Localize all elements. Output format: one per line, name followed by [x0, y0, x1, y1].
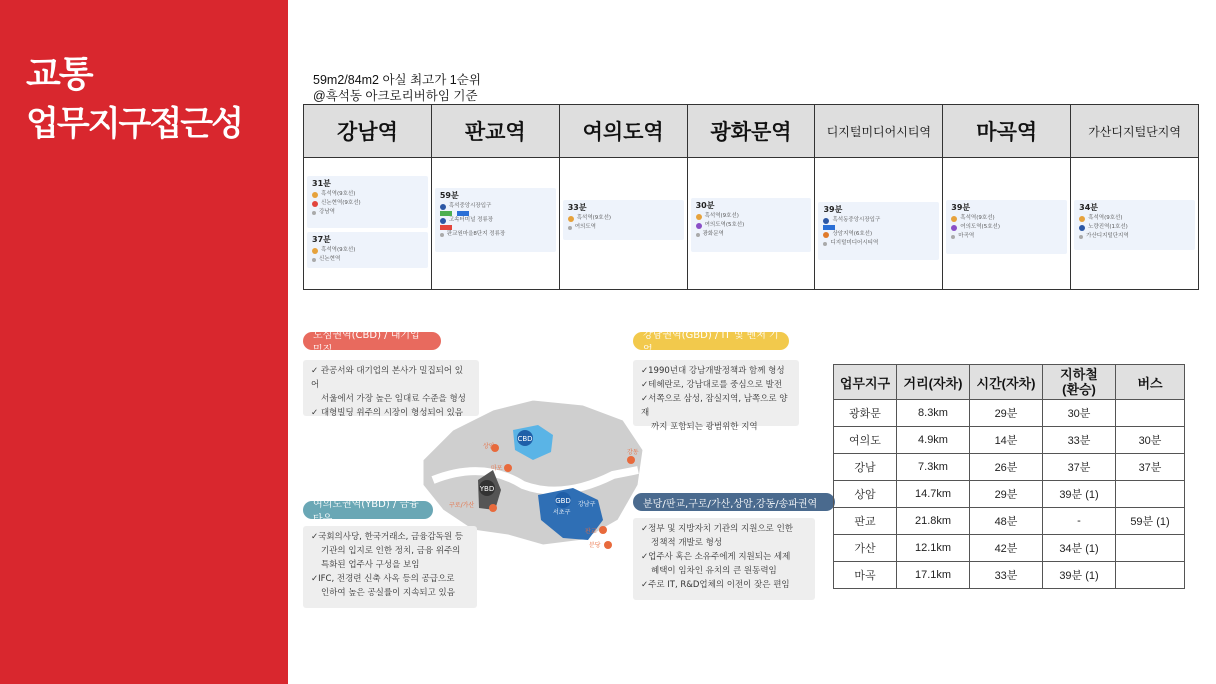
- distance-table: [833, 364, 1185, 589]
- station-column: [815, 105, 943, 289]
- route-stop: 신논현역(9호선): [321, 200, 361, 206]
- route-stop: 노량진역(1호선): [1088, 224, 1128, 230]
- table-cell: 판교: [834, 508, 897, 535]
- bullet-text: 혜택이 임차인 유치의 큰 원동력임: [651, 566, 777, 576]
- station-column: [688, 105, 816, 289]
- route-card: [435, 188, 556, 252]
- sidebar: [0, 0, 288, 684]
- destination-icon: [951, 235, 955, 239]
- ybd-marker: YBD: [479, 485, 495, 493]
- route-stop: 여의도역: [574, 224, 596, 230]
- pangyo-marker: 판교: [585, 528, 597, 535]
- bullet-text: ✓테헤란로, 강남대로를 중심으로 발전: [641, 380, 783, 390]
- table-row: [834, 400, 1185, 427]
- table-cell: 21.8km: [897, 508, 970, 535]
- bundang-marker: 분당: [589, 542, 601, 549]
- line-9-icon: [312, 192, 318, 198]
- station-header: 디지털미디어시티역: [815, 105, 942, 158]
- gbd-marker: GBD: [555, 497, 571, 505]
- cbd-label: 도심권역(CBD) / 대기업 밀집: [303, 332, 441, 350]
- route-stop: 흑석역(9호선): [321, 247, 356, 253]
- bullet-text: 정책적 개발로 형성: [651, 538, 723, 548]
- route-card: [691, 198, 812, 252]
- table-cell: 37분: [1043, 454, 1116, 481]
- route-screenshot: [1071, 158, 1198, 289]
- route-time: 33분: [567, 203, 587, 212]
- gangdong-marker: 강동: [627, 449, 639, 456]
- table-cell: 17.1km: [897, 562, 970, 589]
- bus-icon: [823, 218, 829, 224]
- bullet-text: ✓ 대형빌딩 위주의 시장이 형성되어 있음: [311, 408, 464, 418]
- route-stop: 여의도역(5호선): [960, 224, 1000, 230]
- line-1-icon: [1079, 225, 1085, 231]
- table-cell: 마곡: [834, 562, 897, 589]
- column-header: 거리(자차): [897, 365, 970, 400]
- route-card: [307, 232, 428, 268]
- table-cell: 14.7km: [897, 481, 970, 508]
- route-time: 31분: [312, 179, 331, 188]
- route-time: 59분: [439, 191, 459, 200]
- other-region-description: [633, 518, 815, 600]
- note-line-2: @흑석동 아크로리버하임 기준: [313, 89, 478, 103]
- bus-icon: [440, 204, 446, 210]
- bullet-text: ✓정부 및 지방자치 기관의 지원으로 인한: [641, 524, 794, 534]
- table-cell: [1116, 562, 1185, 589]
- route-screenshot: [688, 158, 815, 289]
- gbd-label: 강남권역(GBD) / IT 및 벤처 기업: [633, 332, 789, 350]
- column-header: 업무지구: [834, 365, 897, 400]
- table-cell: 42분: [970, 535, 1043, 562]
- table-cell: 39분 (1): [1043, 562, 1116, 589]
- table-cell: 34분 (1): [1043, 535, 1116, 562]
- destination-icon: [823, 242, 827, 246]
- table-cell: 상암: [834, 481, 897, 508]
- table-cell: 여의도: [834, 427, 897, 454]
- sidebar-title: 교통: [26, 54, 92, 95]
- guro-marker: 구로/가산: [449, 502, 475, 509]
- bullet-text: ✓주로 IT, R&D업체의 이전이 잦은 편임: [641, 580, 790, 590]
- destination-icon: [440, 233, 444, 237]
- destination-icon: [696, 233, 700, 237]
- station-header: 마곡역: [943, 105, 1070, 158]
- other-region-label: 분당/판교,구로/가산,상암,강동/송파권역: [633, 493, 835, 511]
- station-column: [560, 105, 688, 289]
- route-screenshot: [304, 158, 431, 289]
- gbd-description: [633, 360, 799, 432]
- route-stop: 흑석중앙시장입구: [448, 203, 492, 209]
- destination-icon: [1079, 235, 1083, 239]
- route-stop: 흑석역(9호선): [576, 215, 612, 221]
- table-cell: 26분: [970, 454, 1043, 481]
- station-header: 가산디지털단지역: [1071, 105, 1198, 158]
- route-card: [946, 200, 1067, 254]
- mapo-marker: 마포: [491, 465, 503, 472]
- route-card: [307, 176, 428, 228]
- header-transfer: (환승): [1062, 382, 1096, 397]
- destination-icon: [568, 226, 572, 230]
- table-cell: 33분: [970, 562, 1043, 589]
- sangam-marker: 상암: [483, 443, 495, 450]
- route-screenshot: [815, 158, 942, 289]
- table-cell: [1116, 481, 1185, 508]
- line-9-icon: [312, 201, 318, 207]
- destination-icon: [312, 258, 316, 262]
- route-stop: 흑석역(9호선): [321, 191, 356, 197]
- bullet-text: 서울에서 가장 높은 임대료 수준을 형성: [321, 394, 466, 404]
- table-cell: [1116, 535, 1185, 562]
- line-9-icon: [1079, 216, 1085, 222]
- cbd-marker: CBD: [517, 435, 533, 443]
- table-row: [834, 481, 1185, 508]
- bullet-text: ✓서쪽으로 삼성, 잠실지역, 남쪽으로 양재: [641, 394, 788, 418]
- table-cell: 4.9km: [897, 427, 970, 454]
- header-subway: 지하철: [1060, 367, 1098, 382]
- route-time: 37분: [312, 235, 331, 244]
- ybd-label: 여의도권역(YBD) / 금융타운: [303, 501, 433, 519]
- route-time: 39분: [823, 205, 843, 214]
- bullet-text: ✓업주사 혹은 소유주에게 지원되는 세제: [641, 552, 791, 562]
- route-stop: 흑석역(9호선): [704, 213, 739, 219]
- station-column: [304, 105, 432, 289]
- table-row: [834, 454, 1185, 481]
- route-stop: 디지털미디어시티역: [830, 240, 879, 246]
- station-route-table: [303, 104, 1199, 290]
- table-row: [834, 508, 1185, 535]
- line-9-icon: [312, 248, 318, 254]
- route-stop: 마곡역: [958, 233, 975, 239]
- route-stop: 흑석역(9호선): [960, 215, 995, 221]
- route-stop: 광화문역: [702, 231, 724, 237]
- route-stop: 판교원마을8단지 정류장: [446, 231, 506, 237]
- table-cell: 39분 (1): [1043, 481, 1116, 508]
- table-cell: 광화문: [834, 400, 897, 427]
- table-row: [834, 562, 1185, 589]
- table-row: [834, 427, 1185, 454]
- station-header: 여의도역: [560, 105, 687, 158]
- bullet-text: ✓1990년대 강남개발정책과 함께 형성: [641, 366, 785, 376]
- route-screenshot: [943, 158, 1070, 289]
- line-5-icon: [696, 223, 702, 229]
- table-cell: -: [1043, 508, 1116, 535]
- table-cell: 7.3km: [897, 454, 970, 481]
- table-header-row: [834, 365, 1185, 400]
- route-screenshot: [432, 158, 559, 289]
- station-column: [432, 105, 560, 289]
- bus-icon: [440, 218, 446, 224]
- bullet-text: ✓IFC, 전경련 신축 사옥 등의 공급으로: [311, 574, 455, 584]
- gangnam-marker: 강남구: [578, 501, 596, 508]
- table-cell: 14분: [970, 427, 1043, 454]
- route-card: [563, 200, 684, 240]
- route-time: 30분: [695, 201, 715, 210]
- table-cell: [1116, 400, 1185, 427]
- route-stop: 여의도역(5호선): [704, 222, 745, 228]
- route-stop: 가산디지털단지역: [1086, 233, 1129, 239]
- column-header: 시간(자차): [970, 365, 1043, 400]
- destination-icon: [312, 211, 316, 215]
- seocho-marker: 서초구: [553, 509, 571, 516]
- table-cell: 48분: [970, 508, 1043, 535]
- route-stop: 신논현역: [319, 256, 341, 262]
- sidebar-subtitle: 업무지구접근성: [26, 104, 242, 144]
- route-screenshot: [560, 158, 687, 289]
- bullet-text: 특화된 업주사 구성을 보임: [321, 560, 420, 570]
- table-cell: 강남: [834, 454, 897, 481]
- table-row: [834, 535, 1185, 562]
- table-cell: 37분: [1116, 454, 1185, 481]
- route-card: [818, 202, 939, 260]
- bullet-text: 인하여 높은 공실률이 지속되고 있음: [321, 588, 455, 598]
- note-line-1: 59m2/84m2 아실 최고가 1순위: [313, 73, 481, 87]
- bullet-text: ✓국회의사당, 한국거래소, 금융감독원 등: [311, 532, 464, 542]
- line-9-icon: [568, 216, 574, 222]
- table-cell: 59분 (1): [1116, 508, 1185, 535]
- line-6-icon: [823, 232, 829, 238]
- bullet-text: 까지 포함되는 광범위한 지역: [651, 422, 758, 432]
- route-time: 39분: [951, 203, 971, 212]
- station-header: 강남역: [304, 105, 431, 158]
- table-cell: 29분: [970, 481, 1043, 508]
- line-5-icon: [951, 225, 957, 231]
- table-cell: 가산: [834, 535, 897, 562]
- station-column: [1071, 105, 1198, 289]
- route-stop: 흑석동중앙시장입구: [832, 217, 881, 223]
- column-header: 버스: [1116, 365, 1185, 400]
- column-header: [1043, 365, 1116, 400]
- station-header: 광화문역: [688, 105, 815, 158]
- cbd-description: [303, 360, 479, 416]
- table-cell: 29분: [970, 400, 1043, 427]
- station-column: [943, 105, 1071, 289]
- route-time: 34분: [1079, 203, 1099, 212]
- line-9-icon: [696, 214, 702, 220]
- route-stop: 흑석역(9호선): [1088, 215, 1123, 221]
- station-header: 판교역: [432, 105, 559, 158]
- route-card: [1074, 200, 1195, 250]
- business-district-map: [303, 328, 823, 610]
- route-stop: 강남역: [319, 209, 335, 215]
- table-cell: 30분: [1043, 400, 1116, 427]
- line-9-icon: [951, 216, 957, 222]
- table-cell: 33분: [1043, 427, 1116, 454]
- table-cell: 12.1km: [897, 535, 970, 562]
- bullet-text: 기관의 입지로 인한 정치, 금융 위주의: [321, 546, 461, 556]
- table-cell: 30분: [1116, 427, 1185, 454]
- route-stop: 고속터미널 정류장: [448, 217, 494, 223]
- table-cell: 8.3km: [897, 400, 970, 427]
- route-stop: 상암지역(6호선): [832, 231, 873, 237]
- bullet-text: ✓ 관공서와 대기업의 본사가 밀집되어 있어: [311, 366, 464, 390]
- ybd-description: [303, 526, 477, 608]
